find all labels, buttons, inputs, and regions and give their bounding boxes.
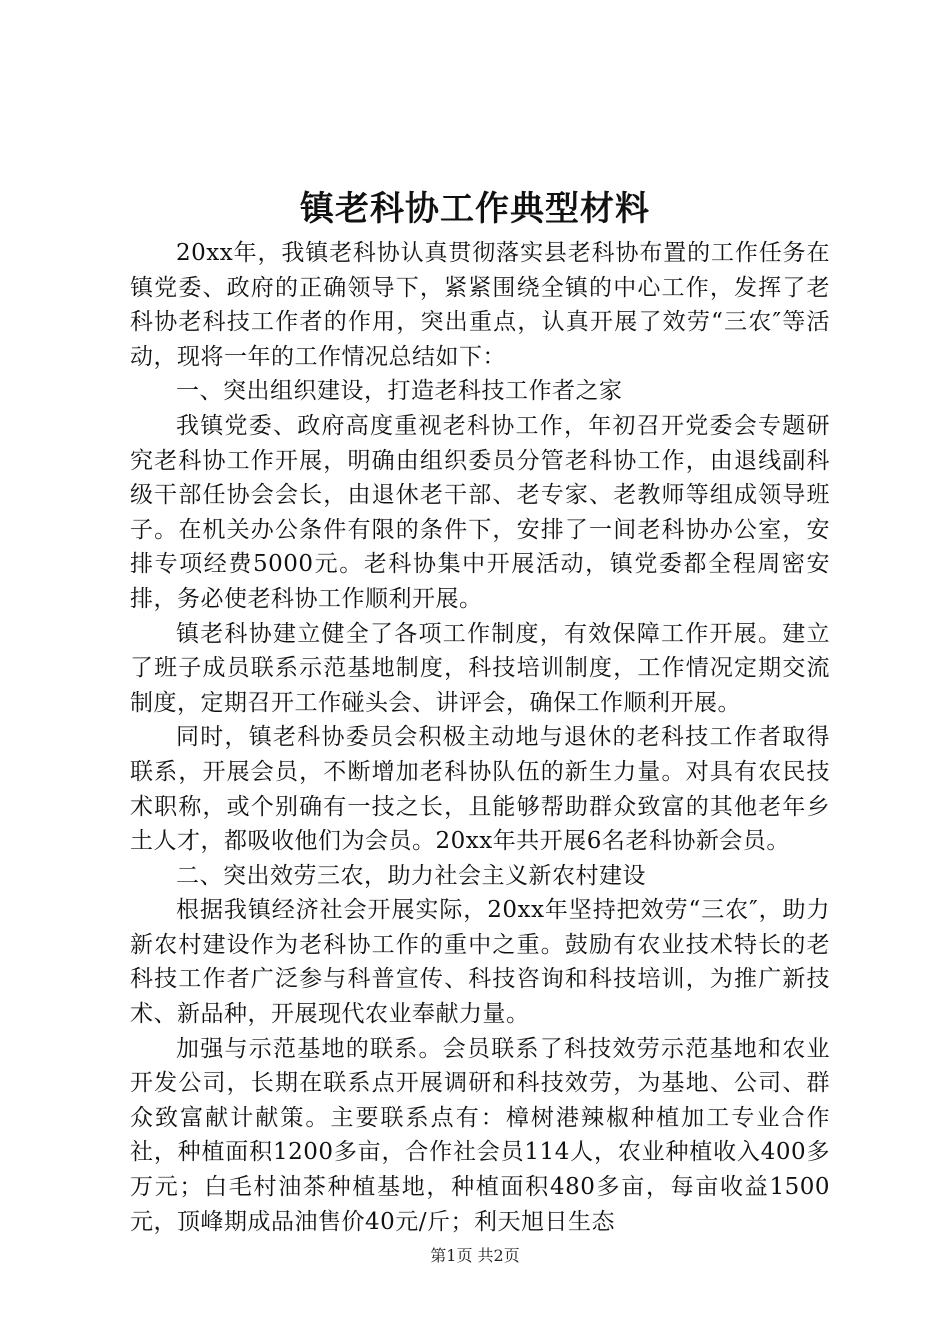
paragraph: 根据我镇经济社会开展实际，20xx年坚持把效劳“三农″，助力新农村建设作为老科协工作的重中之重。鼓励有农业技术特长的老科技工作者广泛参与科普宣传、科技咨询和科技培训，为推广新技术、新品种，开展现代农业奉献力量。 <box>130 897 830 1028</box>
page-footer: 第1页 共2页 <box>430 1246 520 1265</box>
paragraph: 同时，镇老科协委员会积极主动地与退休的老科技工作者取得联系，开展会员，不断增加老科协队伍的新生力量。对具有农民技术职称，或个别确有一技之长，且能够帮助群众致富的其他老年乡土人才，都吸收他们为会员。20xx年共开展6名老科协新会员。 <box>130 724 830 855</box>
document-title: 镇老科协工作典型材料 <box>300 189 650 229</box>
section-heading-2: 二、突出效劳三农，助力社会主义新农村建设 <box>176 862 646 889</box>
paragraph: 镇老科协建立健全了各项工作制度，有效保障工作开展。建立了班子成员联系示范基地制度，科技培训制度，工作情况定期交流制度，定期召开工作碰头会、讲评会，确保工作顺利开展。 <box>130 620 830 716</box>
document-body <box>130 236 830 1239</box>
paragraph-intro: 20xx年，我镇老科协认真贯彻落实县老科协布置的工作任务在镇党委、政府的正确领导下，紧紧围绕全镇的中心工作，发挥了老科协老科技工作者的作用，突出重点，认真开展了效劳“三农″等活动，现将一年的工作情况总结如下： <box>130 240 830 370</box>
paragraph: 加强与示范基地的联系。会员联系了科技效劳示范基地和农业开发公司，长期在联系点开展调研和科技效劳，为基地、公司、群众致富献计献策。主要联系点有：樟树港辣椒种植加工专业合作社，种植面积1200多亩，合作社会员114人，农业种植收入400多万元；白毛村油茶种植基地，种植面积480多亩，每亩收益1500元，顶峰期成品油售价40元/斤；利天旭日生态 <box>130 1035 830 1235</box>
paragraph: 我镇党委、政府高度重视老科协工作，年初召开党委会专题研究老科协工作开展，明确由组织委员分管老科协工作，由退线副科级干部任协会会长，由退休老干部、老专家、老教师等组成领导班子。在机关办公条件有限的条件下，安排了一间老科协办公室，安排专项经费5000元。老科协集中开展活动，镇党委都全程周密安排，务必使老科协工作顺利开展。 <box>130 412 830 612</box>
section-heading-1: 一、突出组织建设，打造老科技工作者之家 <box>176 378 623 405</box>
